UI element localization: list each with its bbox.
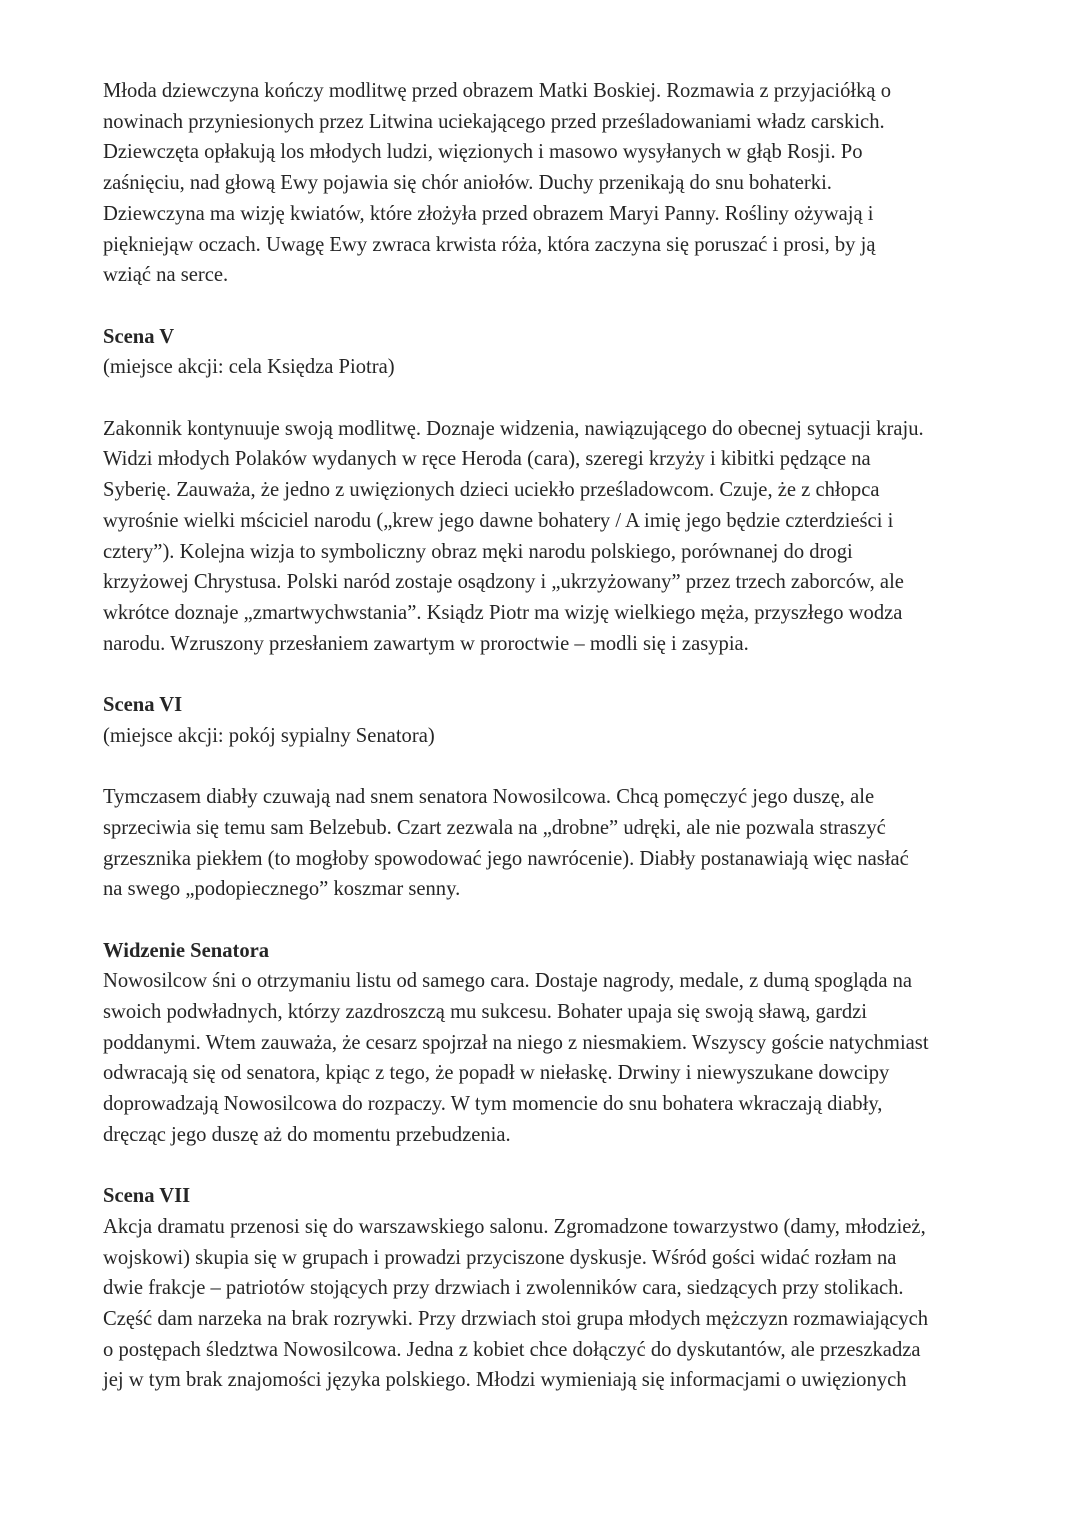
spacer [103,291,983,322]
spacer [103,1151,983,1182]
heading-widzenie-senatora: Widzenie Senatora [103,939,270,962]
paragraph-ksiadz-piotr-vision: Zakonnik kontynuuje swoją modlitwę. Doznaje widzenia, nawiązującego do obecnej sytuacji kraju. Widzi młodych Polaków wydanych w ręce Heroda (cara), szeregi krzyży i kibitki pędzące na Syberię. Zauważa, że jedno z uwięzionych dzieci uciekło prześladowcom. Czuje, że z chłopca wyrośnie wielki mściciel narodu („krew jego dawne bohatery / A imię jego będzie czterdzieści i cztery”). Kolejna wizja to symboliczny obraz męki narodu polskiego, porównanej do drogi krzyżowej Chrystusa. Polski naród zostaje osądzony i „ukrzyżowany” przez trzech zaborców, ale wkrótce doznaje „zmartwychwstania”. Ksiądz Piotr ma wizję wielkiego męża, przyszłego wodza narodu. Wzruszony przesłaniem zawartym w proroctwie – modli się i zasypia. [103,417,924,655]
subheading-scena-vi-location: (miejsce akcji: pokój sypialny Senatora) [103,724,435,747]
spacer [103,383,983,414]
paragraph-ewa-vision: Młoda dziewczyna kończy modlitwę przed obrazem Matki Boskiej. Rozmawia z przyjaciółką o nowinach przyniesionych przez Litwina uciekającego przed prześladowaniami władz carskich. Dziewczęta opłakują los młodych ludzi, więzionych i masowo wysyłanych w głąb Rosji. Po zaśnięciu, nad głową Ewy pojawia się chór aniołów. Duchy przenikają do snu bohaterki. Dziewczyna ma wizję kwiatów, które złożyła przed obrazem Maryi Panny. Rośliny ożywają i piękniejąw oczach. Uwagę Ewy zwraca krwista róża, która zaczyna się poruszać i prosi, by ją wziąć na serce. [103,80,892,287]
spacer [103,659,983,690]
document-page [103,76,983,1396]
spacer [103,751,983,782]
heading-scena-vi: Scena VI [103,694,183,717]
paragraph-diably-czuwaja: Tymczasem diabły czuwają nad snem senatora Nowosilcowa. Chcą pomęczyć jego duszę, ale sprzeciwia się temu sam Belzebub. Czart zezwala na „drobne” udręki, ale nie pozwala straszyć grzesznika piekłem (to mogłoby spowodować jego nawrócenie). Diabły postanawiają więc nasłać na swego „podopiecznego” koszmar senny. [103,786,909,901]
paragraph-scena-vii: Akcja dramatu przenosi się do warszawskiego salonu. Zgromadzone towarzystwo (damy, młodzież, wojskowi) skupia się w grupach i prowadzi przyciszone dyskusje. Wśród gości widać rozłam na dwie frakcje – patriotów stojących przy drzwiach i zwolenników cara, siedzących przy stolikach. Część dam narzeka na brak rozrywki. Przy drzwiach stoi grupa młodych mężczyzn rozmawiających o postępach śledztwa Nowosilcowa. Jedna z kobiet chce dołączyć do dyskutantów, ale przeszkadza jej w tym brak znajomości języka polskiego. Młodzi wymieniają się informacjami o uwięzionych [103,1215,929,1392]
subheading-scena-v-location: (miejsce akcji: cela Księdza Piotra) [103,356,395,379]
heading-scena-vii: Scena VII [103,1185,191,1208]
paragraph-widzenie-senatora: Nowosilcow śni o otrzymaniu listu od samego cara. Dostaje nagrody, medale, z dumą spogląda na swoich podwładnych, którzy zazdroszczą mu sukcesu. Bohater upaja się swoją sławą, gardzi poddanymi. Wtem zauważa, że cesarz spojrzał na niego z niesmakiem. Wszyscy goście natychmiast odwracają się od senatora, kpiąc z tego, że popadł w niełaskę. Drwiny i niewyszukane dowcipy doprowadzają Nowosilcowa do rozpaczy. W tym momencie do snu bohatera wkraczają diabły, dręcząc jego duszę aż do momentu przebudzenia. [103,970,929,1146]
heading-scena-v: Scena V [103,325,175,348]
spacer [103,905,983,936]
